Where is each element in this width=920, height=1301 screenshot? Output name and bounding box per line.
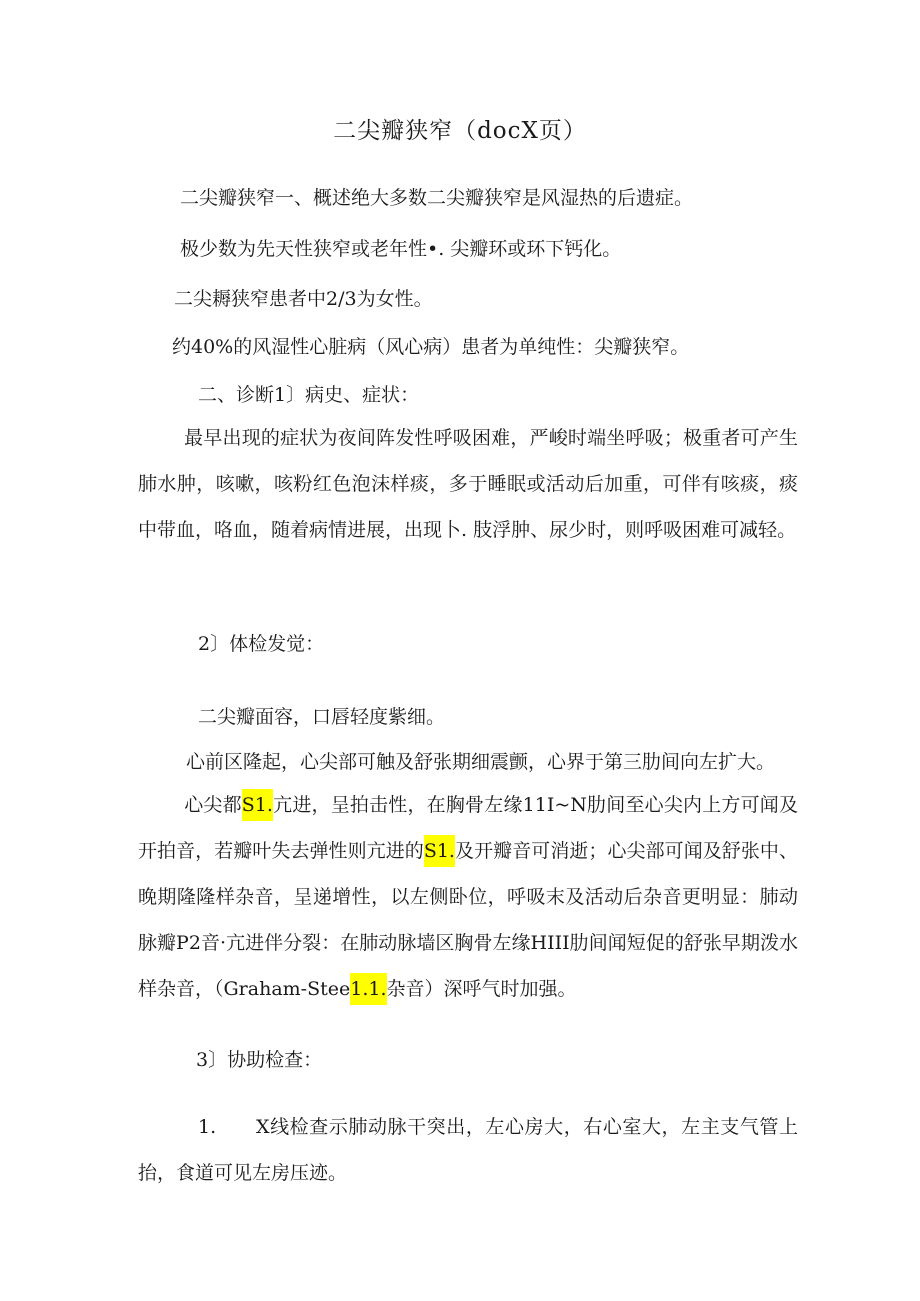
diagnosis-heading: 二、诊断1〕病史、症状： — [198, 384, 420, 406]
symptoms-paragraph — [138, 415, 798, 553]
highlight-s1-first: S1. — [242, 789, 273, 821]
xray-text: X线检查示肺动脉干突出，左心房大，右心室大，左主支气管上抬，食道可见左房压迹。 — [138, 1116, 798, 1184]
auscultation-text-4: 杂音）深呼气时加强。 — [386, 978, 577, 1000]
highlight-s1-second: S1. — [424, 835, 455, 867]
auscultation-paragraph — [138, 782, 798, 1012]
xray-list-number: 1. — [198, 1116, 217, 1138]
exam-heading: 2〕体检发觉： — [198, 633, 325, 655]
pure-stenosis-line: 约40%的风湿性心脏病（风心病）患者为单纯性：尖瓣狭窄。 — [172, 336, 690, 358]
face-line: 二尖瓣面容，口唇轻度紫细。 — [198, 706, 446, 728]
auscultation-text-3: 及开瓣音可消逝；心尖部可闻及舒张中、晚期隆隆样杂音，呈递增性，以左侧卧位，呼吸末及活动后杂音更明显：肺动脉瓣P2音·亢进伴分裂：在肺动脉墙区胸骨左缘HIII肋间闻短促的舒张早期泼水样杂音，（Graham-Stee — [138, 840, 798, 1000]
assist-exam-heading: 3〕协助检查： — [196, 1049, 323, 1071]
congenital-line: 极少数为先天性狭窄或老年性•. 尖瓣环或环下钙化。 — [180, 238, 622, 260]
overview-line: 二尖瓣狭窄一、概述绝大多数二尖瓣狭窄是风湿热的后遗症。 — [180, 187, 694, 209]
female-ratio-line: 二尖耨狭窄患者中2/3为女性。 — [174, 288, 433, 310]
document-title: 二尖瓣狭窄（docX页） — [333, 118, 587, 144]
xray-paragraph — [138, 1104, 798, 1196]
auscultation-text-1: 心尖都 — [184, 794, 242, 816]
auscultation-text-2: 亢进，呈拍击性，在胸骨左缘11I~N肋间至心尖内上方可闻及开拍音，若瓣叶失去弹性则亢进的 — [138, 794, 798, 862]
symptoms-text: 最早出现的症状为夜间阵发性呼吸困难，严峻时端坐呼吸；极重者可产生肺水肿，咳嗽，咳粉红色泡沫样痰，多于睡眠或活动后加重，可伴有咳痰，痰中带血，咯血，随着病情进展，出现卜. 肢浮肿、尿少时，则呼吸困难可减轻。 — [138, 427, 798, 541]
precordium-line: 心前区隆起，心尖部可触及舒张期细震颤，心界于第三肋间向左扩大。 — [186, 751, 776, 773]
highlight-graham-steell: 1.1. — [350, 973, 386, 1005]
